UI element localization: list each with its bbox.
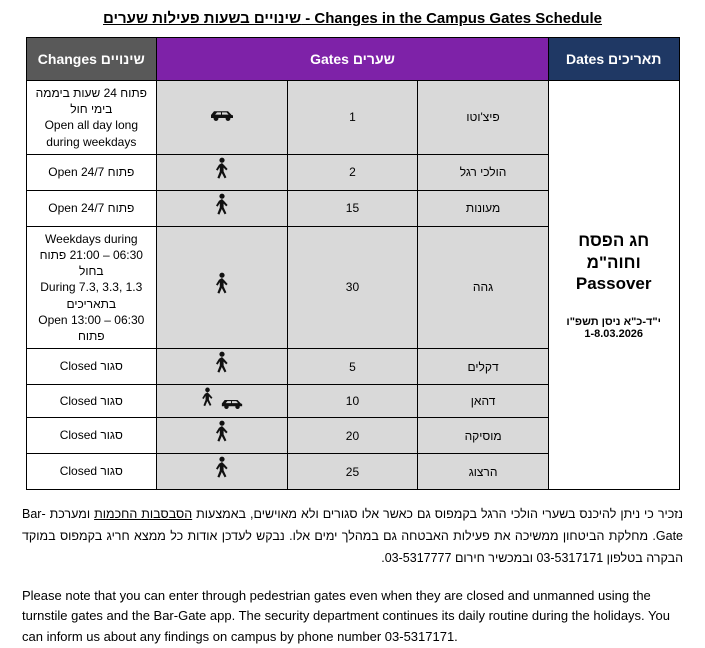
car-glyph	[209, 108, 235, 122]
dates-numeric-range: 1-8.03.2026	[584, 328, 644, 341]
changes-line: Closed סגור	[59, 428, 123, 443]
pedestrian-glyph	[200, 387, 215, 410]
dates-hebrew-title: חג הפסח וחוה"מ	[578, 230, 650, 273]
gate-name: מעונות	[418, 190, 549, 226]
pedestrian-glyph	[214, 157, 230, 183]
header-dates: Dates תאריכים	[548, 38, 679, 81]
changes-cell	[26, 385, 157, 418]
changes-line: Open 24/7 פתוח	[48, 165, 135, 180]
car-glyph	[220, 397, 244, 410]
changes-cell	[26, 154, 157, 190]
icon-stack	[159, 387, 285, 415]
note-english-text: Please note that you can enter through pedestrian gates even when they are closed and unmanned using the turnstile gates and the Bar-Gate app. The security department continues its daily routine during the holidays. You can inform us about any findings on campus by phone number 03-5317171.	[22, 587, 670, 645]
gate-name: הולכי רגל	[418, 154, 549, 190]
pedestrian-icon	[157, 154, 288, 190]
note-hebrew-underlined: הסבסבות החכמות	[94, 507, 193, 522]
gate-name: גהה	[418, 226, 549, 348]
page-title: שינויים בשעות פעילות שערים - Changes in the Campus Gates Schedule	[103, 10, 602, 27]
changes-line: Open 13:00 – 06:30 פתוח	[38, 312, 145, 343]
gate-number: 10	[287, 385, 418, 418]
changes-line: פתוח 24 שעות ביממה בימי חול	[35, 86, 147, 117]
gate-name: פיצ'וטו	[418, 81, 549, 155]
gate-name: דקלים	[418, 349, 549, 385]
gate-number: 15	[287, 190, 418, 226]
pedestrian-glyph	[214, 193, 230, 219]
gate-number: 30	[287, 226, 418, 348]
note-hebrew-part2: ומערכת Bar-Gate. מחלקת הביטחון ממשיכה את פעילות האבטחה גם במהלך ימים אלו. נבקש לעדכן אודות כל ממצא חריג בקמפוס במוקד הבקרה בטלפון 03-5317171 ובמכשיר חירום 03-5317777.	[22, 507, 683, 565]
header-gates: Gates שערים	[157, 38, 549, 81]
gate-number: 25	[287, 454, 418, 490]
gate-number: 1	[287, 81, 418, 155]
changes-line: Open all day long during weekdays	[44, 118, 138, 149]
header-changes: Changes שינויים	[26, 38, 157, 81]
car-icon	[157, 81, 288, 155]
dates-hebrew-range: י"ד-כ"א ניסן תשפ"ו	[566, 316, 661, 329]
changes-cell	[26, 349, 157, 385]
dates-cell	[548, 81, 679, 490]
changes-line: Closed סגור	[59, 393, 123, 408]
pedestrian-icon	[157, 418, 288, 454]
changes-line: Closed סגור	[59, 464, 123, 479]
table-header-row	[26, 38, 679, 81]
changes-cell	[26, 454, 157, 490]
pedestrian-glyph	[214, 420, 230, 446]
changes-cell	[26, 226, 157, 348]
table-row	[26, 81, 679, 155]
pedestrian-icon	[157, 454, 288, 490]
dates-english-title: Passover	[575, 274, 652, 294]
changes-cell	[26, 81, 157, 155]
note-hebrew	[22, 504, 683, 570]
changes-cell	[26, 190, 157, 226]
pedestrian-car-icon	[157, 385, 288, 418]
pedestrian-icon	[157, 226, 288, 348]
changes-line: Closed סגור	[59, 359, 123, 374]
changes-line: Open 24/7 פתוח	[48, 201, 135, 216]
gate-number: 5	[287, 349, 418, 385]
changes-line: During 7.3, 3.3, 1.3 בתאריכים	[40, 280, 143, 311]
gate-name: מוסיקה	[418, 418, 549, 454]
gate-number: 2	[287, 154, 418, 190]
gate-name: הרצוג	[418, 454, 549, 490]
changes-line: Weekdays during 21:00 – 06:30 פתוח בחול	[39, 231, 143, 279]
pedestrian-glyph	[214, 272, 230, 298]
note-hebrew-part1: נזכיר כי ניתן להיכנס בשערי הולכי הרגל בקמפוס גם כאשר אלו סגורים ולא מאוישים, באמצעות	[192, 507, 683, 522]
changes-cell	[26, 418, 157, 454]
pedestrian-icon	[157, 190, 288, 226]
gate-number: 20	[287, 418, 418, 454]
gates-schedule-table	[26, 37, 680, 490]
note-english	[22, 586, 683, 648]
pedestrian-glyph	[214, 456, 230, 482]
pedestrian-glyph	[214, 351, 230, 377]
gate-name: דהאן	[418, 385, 549, 418]
pedestrian-icon	[157, 349, 288, 385]
